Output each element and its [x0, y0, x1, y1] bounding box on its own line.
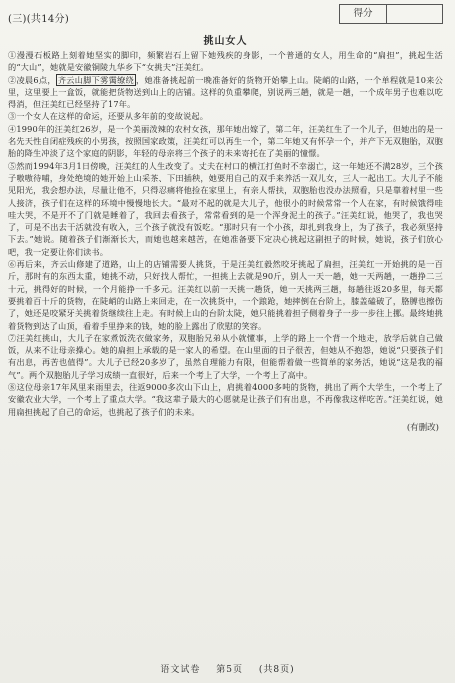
paragraph-4: ④1990年的汪美红26岁，是一个美丽泼辣的农村女孩，那年她出嫁了，第二年，汪美红生了一个儿子，但她出的是一名先天性自闭症残疾的小男孩，按照国家政策，汪美红可以再生一个，第二年她又有怀孕一个，并产下无双胞胎，双胞胎的降生冲淡了这个家庭的阴影，年轻的母亲将三个孩子的未来寄托在了美丽的憧憬。 — [8, 123, 443, 159]
paragraph-8: ⑧这位母亲17年风里来雨里去，往返9000多次山下山上，肩挑着4000多吨的货物，挑出了两个大学生，一个考上了安徽农业大学，一个考上了重点大学。“我这辈子最大的心愿就是让孩子们有出息，不再像我这样吃苦。”汪美红说，她用扁担挑起了自己的命运，也挑起了孩子们的未来。 — [8, 382, 443, 417]
paragraph-7: ⑦汪美红挑山，大儿子在家煮饭洗衣做家务，双胞胎兄弟从小就懂事，上学的路上一个背一个地走，放学后就自己做饭，从来不让母亲操心。她的扁担上承载的是一家人的希望。在山里面的日子很苦，但她从不抱怨，她说“只要孩子们有出息，再苦也值得”。大儿子已经20多岁了，虽然自理能力有限，但能帮着做一些简单的家务活，她说“这是我的福气”。两个双胞胎儿子学习成绩一直很好，后来一个考上了大学，一个考上了高中。 — [8, 332, 443, 380]
footer-subject: 语文试卷 — [160, 665, 201, 675]
paragraph-2 — [8, 74, 443, 111]
paragraph-1: ①漫漫石板路上刻着她坚实的脚印，频繁岩石上留下她残疾的身影，一个普通的女人，用生命的“扁担”，挑起生活的“大山”，她就是安徽铜陵九华乡下“女挑夫”汪美红。 — [8, 50, 443, 73]
footer-total: (共8页) — [258, 665, 295, 675]
section-label: (三)(共14分) — [8, 14, 70, 25]
paragraph-3: ③一个女人在这样的命运，还要从多年前的变故说起。 — [8, 111, 209, 122]
score-blank-field[interactable] — [387, 5, 442, 23]
paragraph-6: ⑥再后来，齐云山修建了道路，山上的店铺需要人挑货，于是汪美红毅然咬牙挑起了扁担，汪美红一开始挑的是一百斤，那时有的东西太重，她挑不动，只好找人帮忙，一担挑上去就是90斤，别人一天一趟，她一天两趟，一趟挣二三十元，挑得好的时候，一个月能挣一千多元。汪美红以前一天挑一趟货，她一天挑两三趟，每趟往返20多里，每天都要挑着百十斤的货物，在陡峭的山路上来回走，在一次挑货中，一个踉跄，她摔倒在台阶上，膝盖磕破了，胳膊也擦伤了，她还是咬紧牙关挑着货继续往上走。有时候上山的台阶太陡，她只能挑着担子侧着身子一步一步往上挪。最终她挑着货物到达了山顶，看着手里挣来的钱，她的脸上露出了欣慰的笑容。 — [8, 259, 443, 331]
score-box — [339, 4, 443, 24]
page-header — [8, 4, 443, 30]
boxed-phrase: 齐云山脚下雾霭缭绕 — [57, 74, 134, 85]
paragraph-2-start: ②凌晨6点， — [8, 74, 56, 85]
footer-page: 第5页 — [216, 665, 243, 675]
paragraph-2-rest: ，她准备挑起前一晚准备好的货物开始攀上山。陡峭的山路，一个单程就是10来公里，这里要上一盒饭，就能把货物送到山上的店铺。这样的负重攀爬，别说两三趟，就是一趟，一个成年男子也难以吃得消，但汪美红已经坚持了17年。 — [8, 74, 443, 110]
page-footer — [0, 662, 455, 675]
paragraph-5: ⑤然而1994年3月1日傍晚，汪美红的人生改变了。丈夫在村口的横江打鱼时不幸溺亡，这一年她还不满28岁，三个孩子嗷嗷待哺，身处绝境的她开始上山采茶、下田插秧，她要用自己的双手来养活一双儿女，三人一起出工。大儿子不能见阳光，我会想办法，尽量让他不，只得忍痛将他捡在家里上，有亲人帮扶，双胞胎也没办法照看，只是靠着村里一些人接济，孩子们在这样的环境中慢慢地长大。“最对不起的就是大儿子，他很小的时候常常一个人在家，有时候饿得哇哇大哭，不是开不了门就是睡着了，我回去看孩子，常常看到的是一个浑身泥土的孩子。”汪美红说，他哭了，我也哭了，可是不出去干活就没有收入，三个孩子就没有饭吃。“那时只有一个小孩，却扎到我身上，为了孩子，我必须坚持下去。”她说。随着孩子们渐渐长大，而她也越来越苦，在她准备要下定决心挑起这副担子的时候，她说，孩子们放心吧，我一定要让你们读书。 — [8, 160, 443, 257]
score-label: 得分 — [340, 5, 387, 23]
edit-note: (有删改) — [406, 422, 439, 433]
article-title: 挑山女人 — [203, 36, 248, 47]
